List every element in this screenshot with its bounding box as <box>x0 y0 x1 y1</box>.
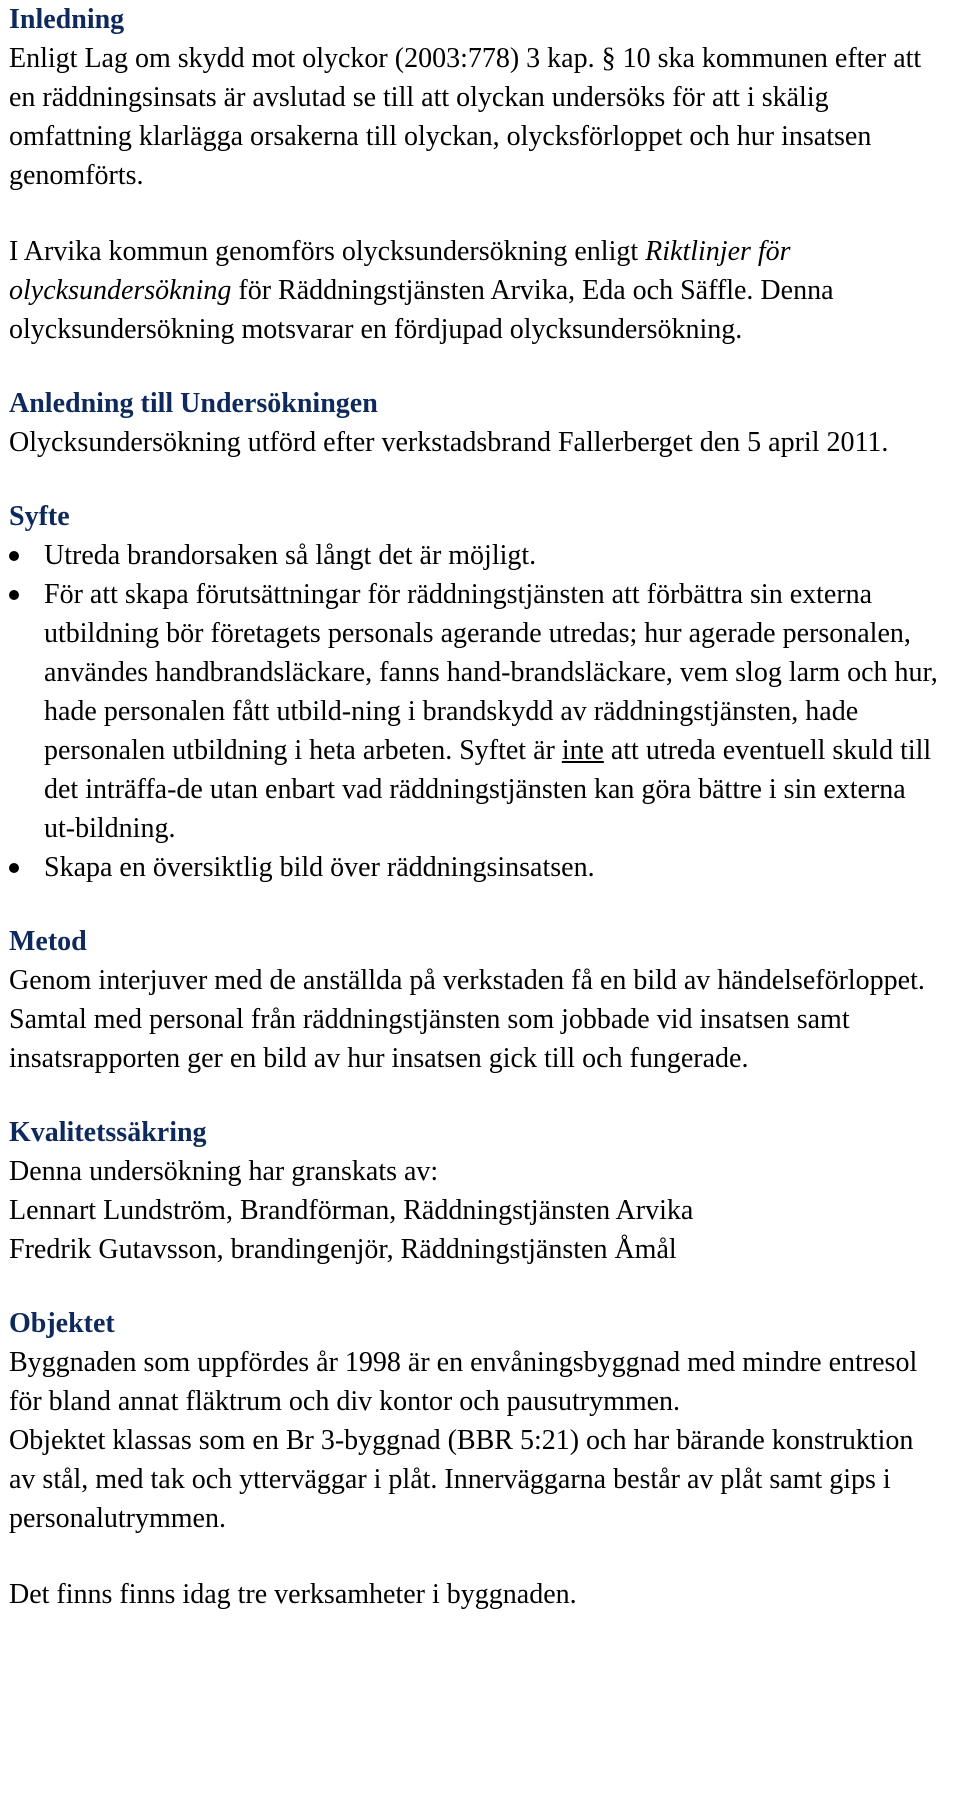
heading-anledning: Anledning till Undersökningen <box>9 388 378 419</box>
bullet-dot-icon <box>9 863 19 873</box>
section-anledning <box>9 384 940 462</box>
section-kvalitet <box>9 1113 940 1269</box>
syfte-bullet-2 <box>9 575 940 848</box>
syfte-bullet-1 <box>9 536 940 575</box>
kvalitet-line-2: Lennart Lundström, Brandförman, Räddningstjänsten Arvika <box>9 1195 694 1226</box>
bullet-dot-icon <box>9 590 19 600</box>
heading-inledning: Inledning <box>9 4 125 35</box>
section-metod <box>9 922 940 1078</box>
heading-kvalitetssakring: Kvalitetssäkring <box>9 1117 207 1148</box>
objektet-paragraph-2: Objektet klassas som en Br 3-byggnad (BBR 5:21) och har bärande konstruktion av stål, med tak och ytterväggar i plåt. Innerväggarna består av plåt samt gips i personalutrymmen. <box>9 1425 914 1534</box>
inledning-paragraph-2 <box>9 232 940 349</box>
heading-objektet: Objektet <box>9 1308 115 1339</box>
syfte-bullet-2-start: För att skapa förutsättningar för räddningstjänsten att förbättra sin externa utbildning bör företagets personals agerande utredas; hur agerade personalen, användes handbrandsläckare, fanns hand-brandsläckare, vem slog larm och hur, hade personalen fått utbild-ning i brandskydd av räddningstjänsten, hade personalen utbildning i heta arbeten. Syftet är <box>44 579 938 766</box>
bullet-dot-icon <box>9 551 19 561</box>
syfte-bullet-2-end: att utreda eventuell skuld till det inträffa-de utan enbart vad räddningstjänsten kan göra bättre i sin externa ut-bildning. <box>44 735 932 844</box>
riktlinjer-title: Riktlinjer för olycksundersökning <box>9 236 791 306</box>
objektet-paragraph-3: Det finns finns idag tre verksamheter i byggnaden. <box>9 1579 577 1610</box>
inledning-paragraph-1: Enligt Lag om skydd mot olyckor (2003:778) 3 kap. § 10 ska kommunen efter att en räddningsinsats är avslutad se till att olyckan undersöks för att i skälig omfattning klarlägga orsakerna till olyckan, olycksförloppet och hur insatsen genomförts. <box>9 43 922 191</box>
metod-text: Genom interjuver med de anställda på verkstaden få en bild av händelseförloppet. Samtal med personal från räddningstjänsten som jobbade vid insatsen samt insatsrapporten ger en bild av hur insatsen gick till och fungerade. <box>9 965 925 1074</box>
objektet-paragraph-1: Byggnaden som uppfördes år 1998 är en envåningsbyggnad med mindre entresol för bland annat fläktrum och div kontor och pausutrymmen. <box>9 1347 918 1417</box>
kvalitet-line-3: Fredrik Gutavsson, brandingenjör, Räddningstjänsten Åmål <box>9 1234 677 1265</box>
syfte-bullet-2-underline: inte <box>561 735 604 766</box>
kvalitet-line-1: Denna undersökning har granskats av: <box>9 1156 439 1187</box>
heading-syfte: Syfte <box>9 501 70 532</box>
syfte-bullet-list <box>9 536 940 887</box>
inledning-paragraph-2-start: I Arvika kommun genomförs olycksundersökning enligt <box>9 236 646 267</box>
anledning-text: Olycksundersökning utförd efter verkstadsbrand Fallerberget den 5 april 2011. <box>9 427 889 458</box>
section-objektet <box>9 1304 940 1614</box>
heading-metod: Metod <box>9 926 87 957</box>
section-inledning <box>9 0 940 349</box>
syfte-bullet-3 <box>9 848 940 887</box>
inledning-paragraph-2-end: för Räddningstjänsten Arvika, Eda och Säffle. Denna olycksundersökning motsvarar en fördjupad olycksundersökning. <box>9 275 834 345</box>
syfte-bullet-1-text: Utreda brandorsaken så långt det är möjligt. <box>44 540 537 571</box>
syfte-bullet-3-text: Skapa en översiktlig bild över räddningsinsatsen. <box>44 852 595 883</box>
section-syfte <box>9 497 940 887</box>
